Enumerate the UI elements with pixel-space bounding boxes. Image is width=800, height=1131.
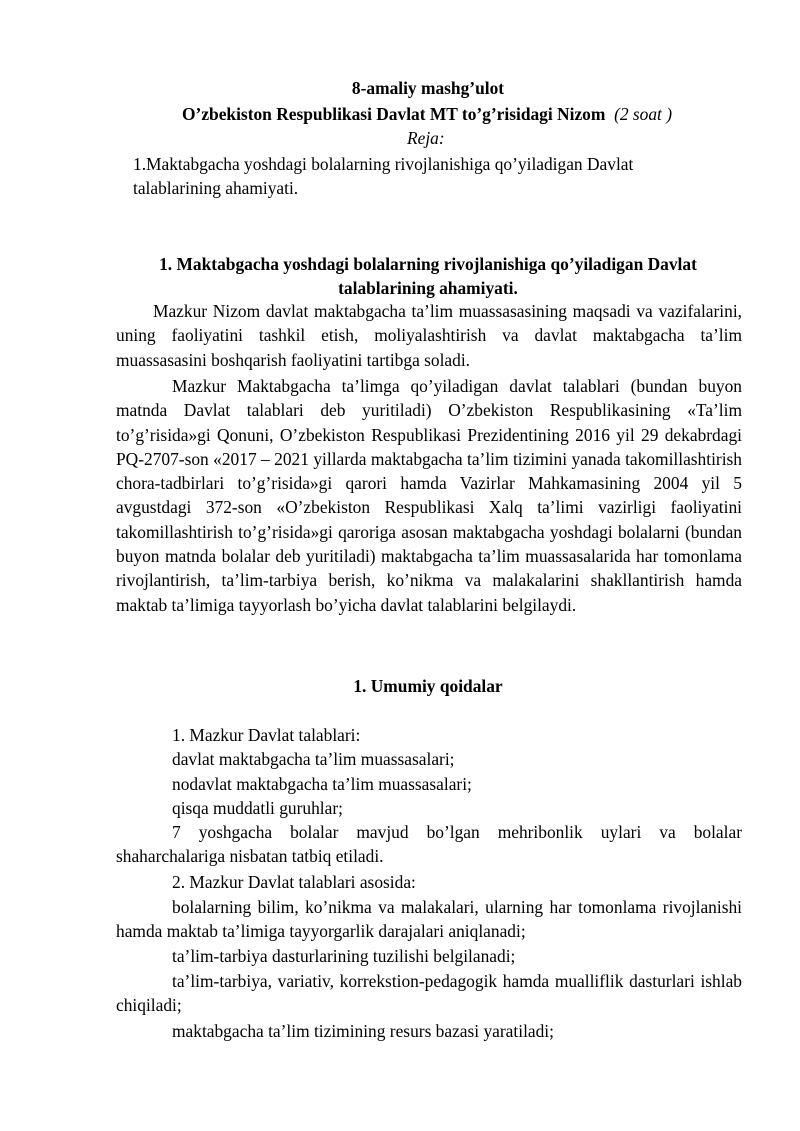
- document-title-text: O’zbekiston Respublikasi Davlat MT to’g’risidagi Nizom: [182, 104, 606, 124]
- section1-paragraph-2: Mazkur Maktabgacha ta’limga qo’yiladigan davlat talablari (bundan buyon matnda Davlat talablari deb yuritiladi) O’zbekiston Respublikasining «Ta’lim to’g’risida»gi Qonuni, O’zbekiston Respublikasi Prezidentining 2016 yil 29 dekabrdagi PQ-2707-son «2017 – 2021 yillarda maktabgacha ta’lim tizimini yanada takomillashtirish chora-tadbirlari to’g’risida»gi qarori hamda Vazirlar Mahkamasining 2004 yil 5 avgustdagi 372-son «O’zbekiston Respublikasi Xalq ta’limi vazirligi faoliyatini takomillashtirish to’g’risida»gi qaroriga asosan maktabgacha yoshdagi bolalarni (bundan buyon matnda bolalar deb yuritiladi) maktabgacha ta’lim muassasalarida har tomonlama rivojlantirish, ta’lim-tarbiya berish, ko’nikma va malakalarini shakllantirish hamda maktab ta’limiga tayyorlash bo’yicha davlat talablarini belgilaydi.: [116, 376, 742, 615]
- plan-item-line2: talablarining ahamiyati.: [133, 178, 299, 198]
- section1-heading-line2: talablarining ahamiyati.: [338, 278, 518, 298]
- general-rule-1-d: 7 yoshgacha bolalar mavjud bo’lgan mehribonlik uylari va bolalar shaharchalariga nisbatan tatbiq etiladi.: [116, 822, 742, 867]
- general-rule-1-a: davlat maktabgacha ta’lim muassasalari;: [172, 749, 455, 769]
- section1-paragraph-1: Mazkur Nizom davlat maktabgacha ta’lim muassasasining maqsadi va vazifalarini, uning faoliyatini tashkil etish, moliyalashtirish va davlat maktabgacha ta’lim muassasasini boshqarish faoliyatini tartibga soladi.: [116, 301, 742, 370]
- section1-heading-line1: 1. Maktabgacha yoshdagi bolalarning rivojlanishiga qo’yiladigan Davlat: [159, 254, 697, 274]
- general-rule-1: 1. Mazkur Davlat talablari:: [172, 725, 361, 745]
- plan-label: Reja:: [407, 128, 445, 148]
- general-rule-1-b: nodavlat maktabgacha ta’lim muassasalari;: [172, 774, 472, 794]
- section2-heading: 1. Umumiy qoidalar: [353, 676, 503, 696]
- lesson-title: 8-amaliy mashg’ulot: [351, 78, 505, 98]
- general-rule-2-a: bolalarning bilim, ko’nikma va malakalari, ularning har tomonlama rivojlanishi hamda maktab ta’limiga tayyorgarlik darajalari aniqlanadi;: [116, 897, 742, 942]
- document-title: [182, 102, 672, 126]
- general-rule-2-c: ta’lim-tarbiya, variativ, korrekstion-pedagogik hamda mualliflik dasturlari ishlab chiqiladi;: [116, 971, 742, 1016]
- general-rule-2-d: maktabgacha ta’lim tizimining resurs bazasi yaratiladi;: [172, 1021, 554, 1041]
- duration-label: (2 soat ): [614, 104, 673, 124]
- general-rule-2: 2. Mazkur Davlat talablari asosida:: [172, 872, 416, 892]
- general-rule-1-c: qisqa muddatli guruhlar;: [172, 798, 343, 818]
- plan-item-line1: 1.Maktabgacha yoshdagi bolalarning rivojlanishiga qo’yiladigan Davlat: [133, 154, 634, 174]
- general-rule-2-b: ta’lim-tarbiya dasturlarining tuzilishi belgilanadi;: [172, 946, 516, 966]
